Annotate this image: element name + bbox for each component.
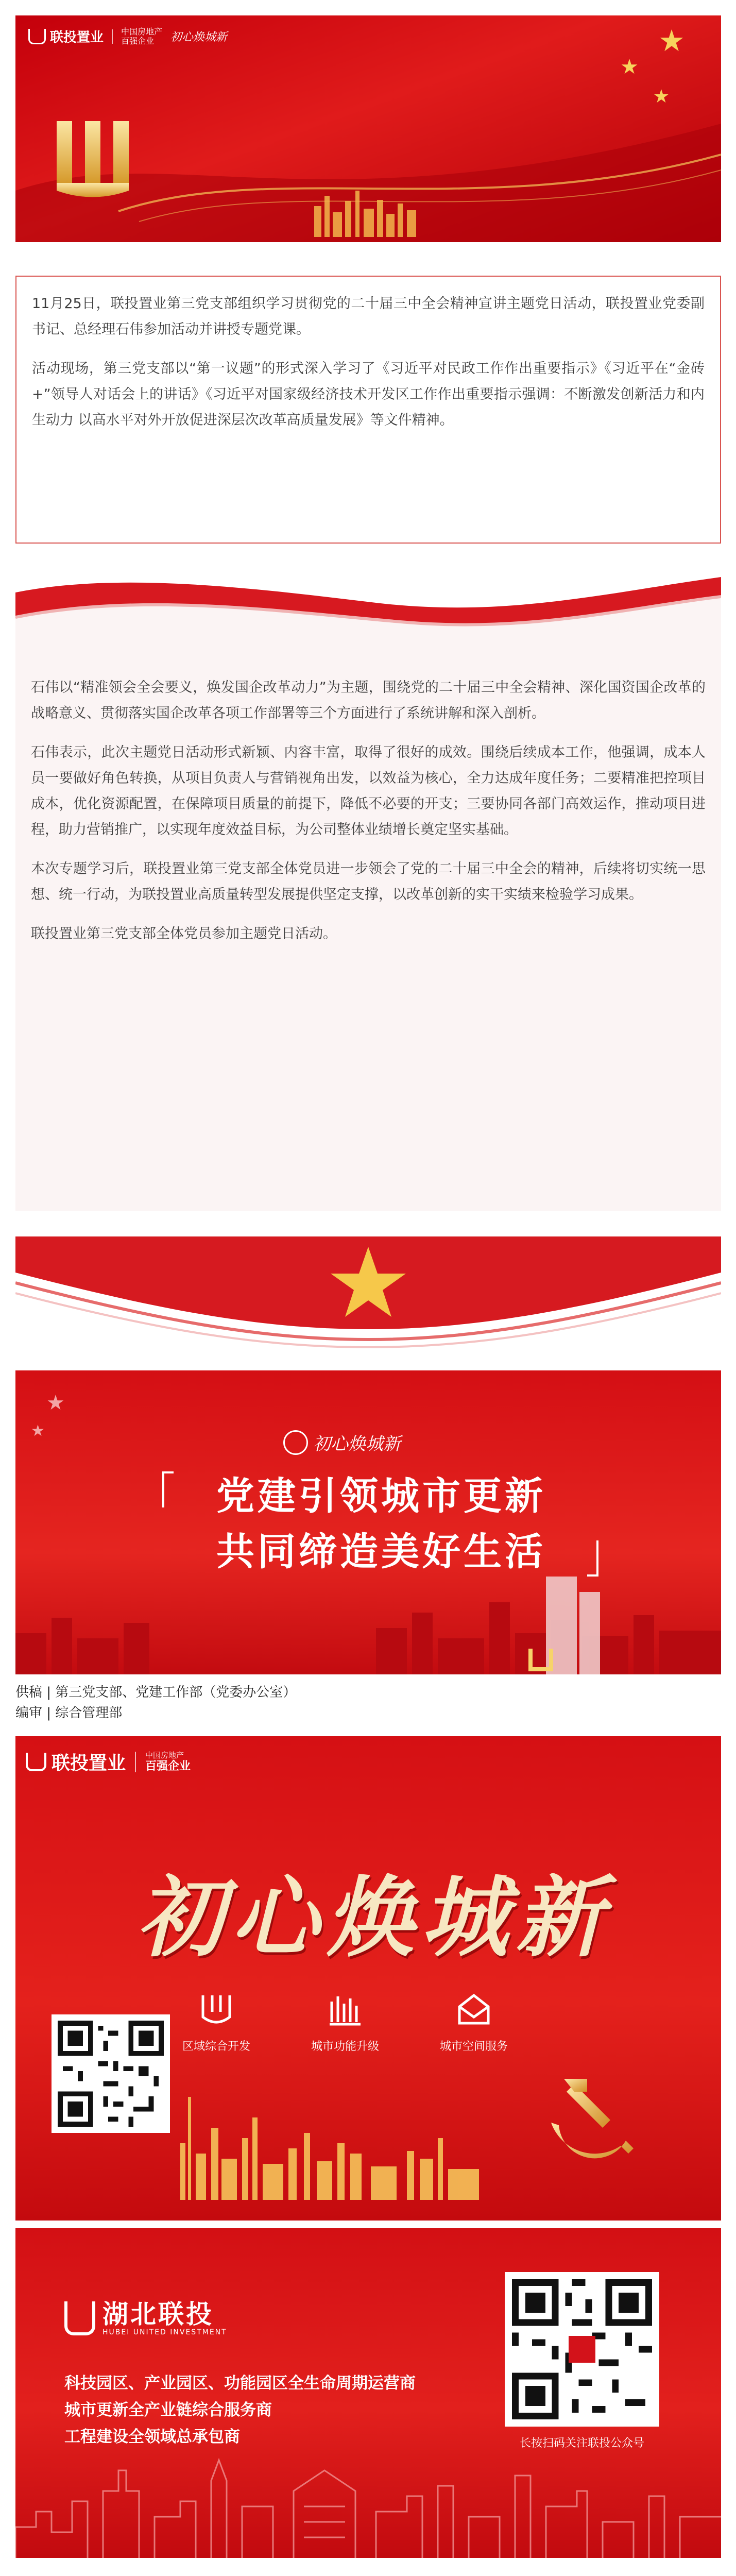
rank-badge-line2: 百强企业 <box>121 36 155 46</box>
brand-logo-row <box>28 27 227 46</box>
brand-logo <box>28 27 104 46</box>
service-item <box>299 1991 391 2054</box>
company-role-2: 城市更新全产业链综合服务商 <box>64 2401 272 2419</box>
star-ribbon-divider <box>15 1236 721 1350</box>
calligraphy-title: 初心焕城新 <box>136 1866 610 1969</box>
credits-line-2: 编审 | 综合管理部 <box>15 1705 123 1721</box>
body-paragraph-1: 石伟以“精准领会全会要义，焕发国企改革动力”为主题，围绕党的二十届三中全会精神、深化国资国企改革的战略意义、贯彻落实国企改革各项工作部署等三个方面进行了系统讲解和深入剖析。 <box>31 680 706 721</box>
rank-badge-line2: 百强企业 <box>145 1759 191 1773</box>
star-icon: ★ <box>31 1422 45 1440</box>
body-paragraph-4: 联投置业第三党支部全体党员参加主题党日活动。 <box>31 926 337 942</box>
rank-badge <box>145 1751 191 1773</box>
credits-line-1: 供稿 | 第三党支部、党建工作部（党委办公室） <box>15 1685 297 1700</box>
company-mark-icon <box>28 29 46 44</box>
city-skyline <box>15 1571 721 1674</box>
rank-badge-line1: 中国房地产 <box>145 1750 184 1760</box>
house-outline-icon <box>455 1991 492 2028</box>
body-panel <box>15 644 721 1211</box>
rank-badge <box>121 27 162 46</box>
company-name-en: HUBEI UNITED INVESTMENT <box>102 2328 227 2336</box>
brand-name: 联投置业 <box>52 1753 126 1774</box>
service-label: 城市功能升级 <box>311 2040 379 2053</box>
brand-mark-icon <box>283 1430 308 1455</box>
brand-name: 联投置业 <box>50 30 104 45</box>
intro-panel <box>15 276 721 544</box>
body-paragraph-3: 本次专题学习后，联投置业第三党支部全体党员进一步领会了党的二十届三中全会的精神，后续将切实统一思想、统一行动，为联投置业高质量转型发展提供坚定支撑，以改革创新的实干实绩来检验学习成果。 <box>31 861 706 903</box>
brand-slogan: 初心焕城新 <box>313 1434 401 1454</box>
brand-logo <box>283 1430 401 1455</box>
credits <box>15 1682 721 1723</box>
bars-icon <box>327 1991 364 2028</box>
city-skyline <box>15 2439 721 2558</box>
headline-line-1: 党建引领城市更新 <box>216 1474 546 1518</box>
company-name: 湖北联投 <box>102 2299 214 2329</box>
service-item <box>170 1991 263 2054</box>
company-role-1: 科技园区、产业园区、功能园区全生命周期运营商 <box>64 2374 416 2393</box>
star-icon: ★ <box>620 55 639 79</box>
brand-logo <box>26 1749 126 1775</box>
headline-line-2: 共同缔造美好生活 <box>216 1530 546 1574</box>
star-icon: ★ <box>46 1391 65 1415</box>
gold-u-emblem-icon <box>52 116 139 204</box>
company-logo <box>64 2300 227 2336</box>
company-mark-icon <box>64 2301 95 2335</box>
service-label: 区域综合开发 <box>182 2040 250 2053</box>
brand-logo-row <box>26 1749 191 1775</box>
rank-badge-line1: 中国房地产 <box>121 26 163 37</box>
service-list <box>170 1991 520 2054</box>
qr-caption: 长按扫码关注联投公众号 <box>519 2437 644 2450</box>
intro-paragraph-2: 活动现场，第三党支部以“第一议题”的形式深入学习了《习近平对民政工作作出重要指示》《习近平在“金砖+”领导人对话会上的讲话》《习近平对国家级经济技术开发区工作作出重要指示强调：不断激发创新活力和内生动力 以高水平对外开放促进深层次改革高质量发展》等文件精神。 <box>32 361 705 428</box>
brand-banner <box>15 1736 721 2221</box>
company-role-3: 工程建设全领域总承包商 <box>64 2428 240 2446</box>
ribbon-divider <box>15 572 721 649</box>
intro-paragraph-1: 11月25日，联投置业第三党支部组织学习贯彻党的二十届三中全会精神宣讲主题党日活动，联投置业党委副书记、总经理石伟参加活动并讲授专题党课。 <box>32 296 705 337</box>
star-icon: ★ <box>658 23 685 58</box>
service-item <box>427 1991 520 2054</box>
body-paragraph-2: 石伟表示，此次主题党日活动形式新颖、内容丰富，取得了很好的成效。围绕后续成本工作，他强调，成本人员一要做好角色转换，从项目负责人与营销视角出发，以效益为核心，全力达成年度任务；二要精准把控项目成本，优化资源配置，在保障项目质量的前提下，降低不必要的开支；三要协同各部门高效运作，推动项目进程，助力营销推广，以实现年度效益目标，为公司整体业绩增长奠定坚实基础。 <box>31 744 706 838</box>
company-banner <box>15 2228 721 2558</box>
top-banner <box>15 15 721 242</box>
headline <box>170 1468 592 1580</box>
service-label: 城市空间服务 <box>439 2040 508 2053</box>
divider <box>135 1752 136 1772</box>
qr-code[interactable] <box>505 2272 659 2427</box>
u-grid-icon <box>198 1991 235 2028</box>
star-icon: ★ <box>653 86 670 107</box>
slogan-banner <box>15 1370 721 1674</box>
company-roles <box>64 2370 416 2450</box>
company-mark-icon <box>26 1753 46 1771</box>
slogan: 初心焕城新 <box>170 31 228 44</box>
party-emblem-icon <box>538 2063 646 2172</box>
divider <box>112 29 113 44</box>
